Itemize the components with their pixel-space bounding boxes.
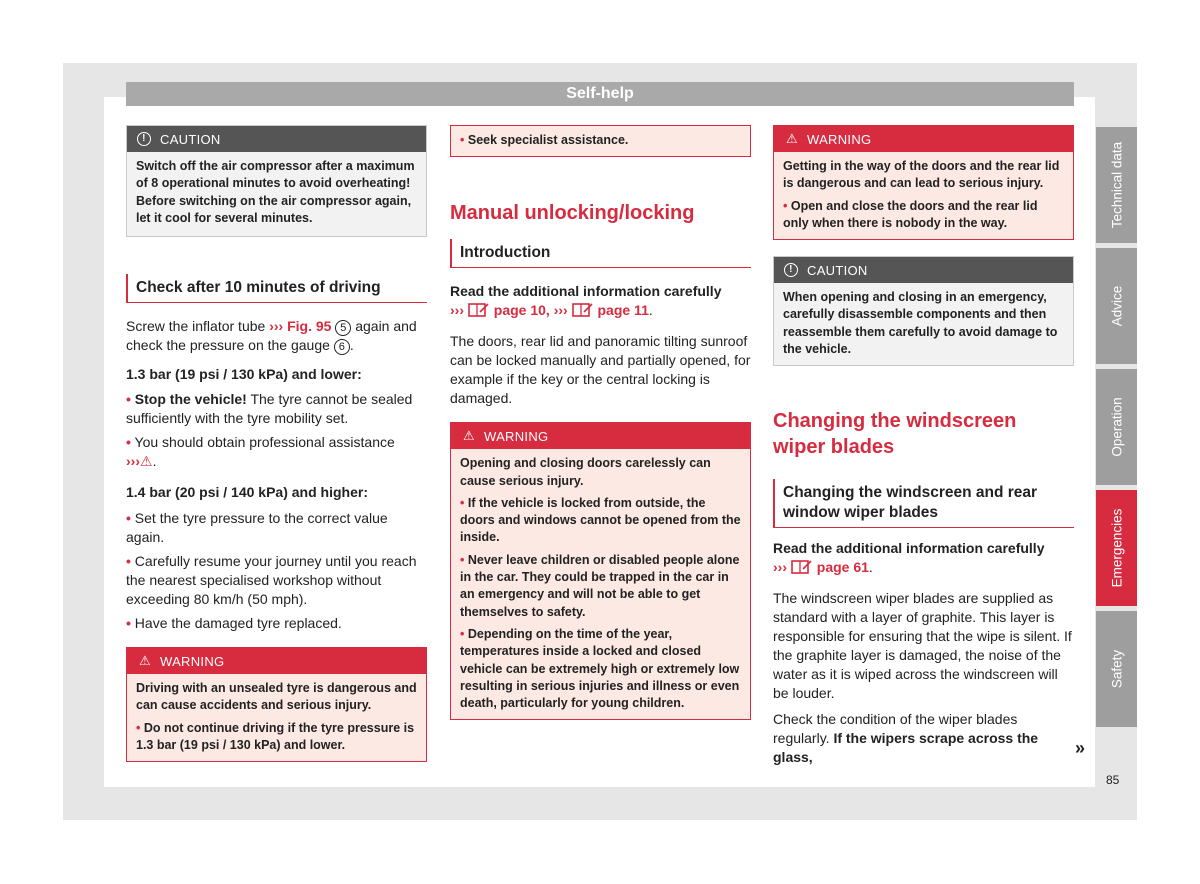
warning-body: Getting in the way of the doors and the rear lid is dangerous and can lead to serious injury. • Open and close the doors and the rear lid only when there is nobody in the way.	[774, 152, 1073, 239]
caution-header	[774, 257, 1073, 283]
book-reference-icon	[572, 303, 594, 317]
caution-body	[127, 152, 426, 236]
page-link[interactable]: page 11	[597, 302, 649, 319]
warning-triangle-icon: ⚠	[139, 653, 151, 669]
side-tab-safety[interactable]: Safety	[1096, 611, 1137, 727]
main-heading: Manual unlocking/locking	[450, 202, 695, 225]
list-item: • Have the damaged tyre replaced.	[126, 615, 342, 632]
list-item: • You should obtain professional assistance ›››⚠.	[126, 434, 395, 470]
page-link[interactable]: page 61	[816, 559, 869, 576]
warning-body: Opening and closing doors carelessly can cause serious injury. • If the vehicle is locked from outside, the doors and windows cannot be opened from the inside. • Never leave children or disabled people alone in the car. They could be trapped in the car in an emergency and will not be able to get themselves to safety. • Depending on the time of the year, temperatures inside a locked and closed vehicle can be extremely high or extremely low resulting in serious injuries and illness or even death, particularly for young children.	[451, 449, 750, 719]
intro-paragraph: Screw the inflator tube ››› Fig. 95 5 again and check the pressure on the gauge 6 .	[126, 318, 417, 354]
column-3	[773, 125, 1074, 767]
section-heading: Introduction	[450, 239, 751, 268]
figure-link[interactable]: Fig. 95	[287, 318, 332, 335]
caution-box	[126, 125, 427, 237]
section-heading: Changing the windscreen and rear window wiper blades	[773, 479, 1074, 528]
warning-label: WARNING	[160, 653, 225, 669]
warning-label: WARNING	[484, 428, 549, 444]
warning-triangle-icon: ⚠	[786, 131, 798, 146]
column-1	[126, 125, 427, 762]
body-paragraph: The windscreen wiper blades are supplied as standard with a layer of graphite. This layer is responsible for ensuring that the wipe is silent. If the graphite layer is damaged, the noise of the water as it is wiped across the windscreen will be louder.	[773, 590, 1072, 702]
warning-triangle-icon: ⚠	[463, 428, 475, 444]
page-link[interactable]: page 10,	[493, 302, 550, 319]
warning-body: Driving with an unsealed tyre is dangerous and can cause accidents and serious injury. • Do not continue driving if the tyre pressure is 1.3 bar (19 psi / 130 kPa) and lower.	[127, 674, 426, 761]
book-reference-icon	[791, 560, 813, 574]
caution-circle-icon: !	[784, 263, 798, 277]
caution-body: When opening and closing in an emergency, carefully disassemble components and then reassemble them carefully to avoid damage to the vehicle.	[774, 283, 1073, 365]
warning-header	[127, 648, 426, 674]
side-tab-emergencies[interactable]: Emergencies	[1096, 490, 1137, 606]
reference-links: ››› page 10, ››› page 11.	[450, 302, 653, 319]
warning-box	[126, 647, 427, 762]
reference-links: ››› page 61.	[773, 559, 873, 576]
caution-circle-icon: !	[137, 132, 151, 146]
side-tab-operation[interactable]: Operation	[1096, 369, 1137, 485]
list-item: • Set the tyre pressure to the correct value again.	[126, 510, 388, 546]
warning-box	[773, 125, 1074, 240]
note-box	[450, 125, 751, 157]
caution-text: Switch off the air compressor after a maximum of 8 operational minutes to avoid overheating! Before switching on the air compressor again, let it cool for several minutes.	[136, 159, 415, 225]
page-header: Self-help	[126, 82, 1074, 106]
main-heading: Changing the windscreen wiper blades	[773, 410, 1017, 459]
caution-header	[127, 126, 426, 152]
warning-label: WARNING	[807, 131, 872, 147]
read-more-note: Read the additional information carefully	[773, 540, 1045, 557]
warning-box	[450, 422, 751, 720]
callout-6: 6	[334, 339, 350, 355]
column-2	[450, 125, 751, 720]
subheading-low-pressure: 1.3 bar (19 psi / 130 kPa) and lower:	[126, 366, 362, 383]
body-paragraph: The doors, rear lid and panoramic tilting sunroof can be locked manually and partially opened, for example if the key or the central locking is damaged.	[450, 333, 751, 407]
list-item: • Stop the vehicle! The tyre cannot be sealed sufficiently with the tyre mobility set.	[126, 391, 413, 427]
continue-mark: »	[1075, 738, 1086, 758]
side-tab-advice[interactable]: Advice	[1096, 248, 1137, 364]
warning-header	[774, 126, 1073, 152]
side-tab-technical-data[interactable]: Technical data	[1096, 127, 1137, 243]
section-heading: Check after 10 minutes of driving	[126, 274, 427, 303]
caution-box	[773, 256, 1074, 366]
read-more-note: Read the additional information carefully	[450, 283, 722, 300]
book-reference-icon	[468, 303, 490, 317]
warning-triangle-icon[interactable]: ⚠	[140, 453, 153, 470]
warning-header	[451, 423, 750, 449]
callout-5: 5	[335, 320, 351, 336]
page-number: 85	[1106, 773, 1120, 787]
caution-label: CAUTION	[160, 131, 221, 147]
caution-label: CAUTION	[807, 262, 868, 278]
subheading-high-pressure: 1.4 bar (20 psi / 140 kPa) and higher:	[126, 484, 368, 501]
body-paragraph: Check the condition of the wiper blades regularly. If the wipers scrape across the glass,	[773, 711, 1039, 766]
note-body: • Seek specialist assistance.	[451, 126, 750, 156]
list-item: • Carefully resume your journey until you reach the nearest specialised workshop without exceeding 80 km/h (50 mph).	[126, 553, 417, 608]
